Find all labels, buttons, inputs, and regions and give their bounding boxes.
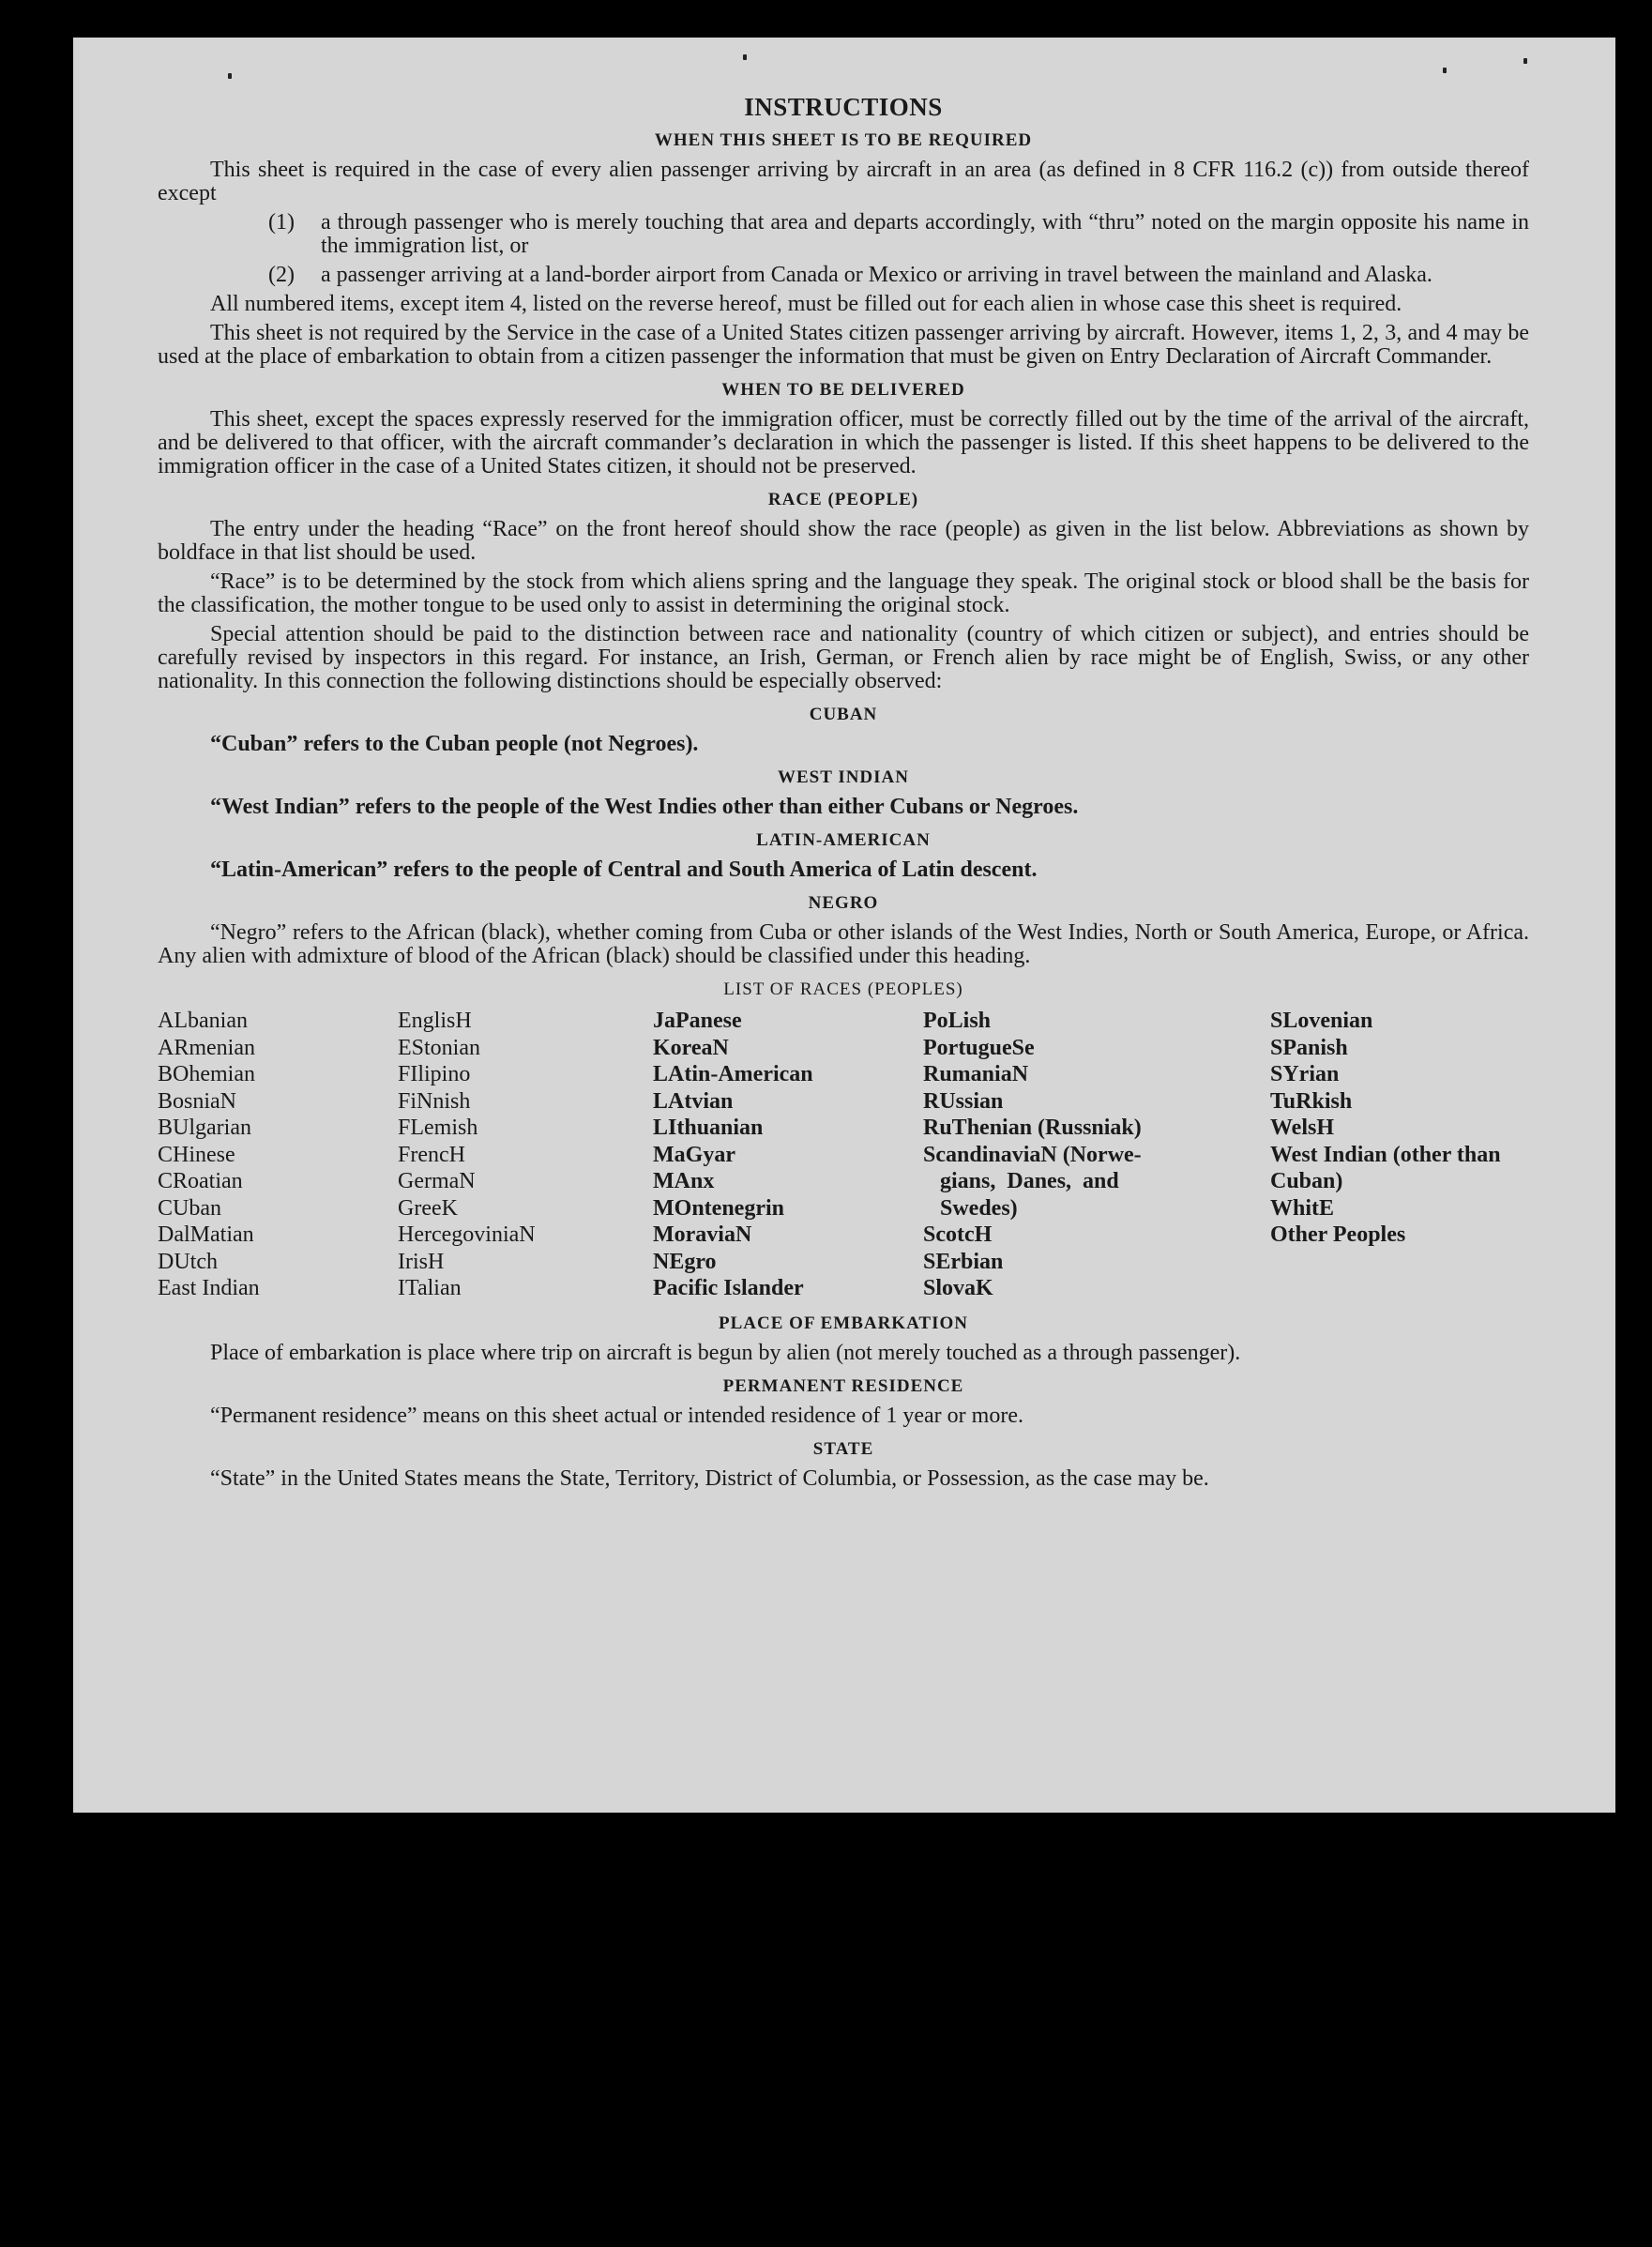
cuban-definition: “Cuban” refers to the Cuban people (not Negroes). xyxy=(210,732,699,756)
race-entry: JaPanese xyxy=(653,1009,742,1033)
heading-negro: NEGRO xyxy=(808,893,879,913)
race-entry: LIthuanian xyxy=(653,1116,764,1140)
exception-item-2 xyxy=(268,264,1529,287)
race-entry: CHinese xyxy=(158,1142,235,1167)
races-column-1 xyxy=(158,1008,398,1302)
heading-permanent-residence: PERMANENT RESIDENCE xyxy=(722,1375,964,1396)
scan-speck xyxy=(228,73,232,79)
race-entry: ALbanian xyxy=(158,1009,248,1033)
races-list xyxy=(158,1008,1529,1302)
race-entry: LAtvian xyxy=(653,1088,734,1114)
required-paragraph-2: All numbered items, except item 4, listed on the reverse hereof, must be filled out for each alien in whose case this sheet is required. xyxy=(210,292,1402,316)
race-entry: SYrian xyxy=(1270,1062,1340,1086)
race-entry: ITalian xyxy=(398,1276,462,1300)
race-entry: Swedes) xyxy=(923,1195,1018,1221)
race-entry: TuRkish xyxy=(1270,1088,1353,1114)
race-paragraph-2: “Race” is to be determined by the stock from which aliens spring and the language they speak. The original stock or blood shall be the basis for the classification, the mother tongue to be used only to assist in determining the original stock. xyxy=(158,569,1529,617)
race-entry: BUlgarian xyxy=(158,1116,251,1140)
race-entry: gians, Danes, and xyxy=(923,1169,1119,1193)
race-entry: RUssian xyxy=(923,1088,1004,1114)
heading-embarkation: PLACE OF EMBARKATION xyxy=(719,1313,968,1333)
heading-latin-american: LATIN-AMERICAN xyxy=(756,830,931,850)
race-entry: CUban xyxy=(158,1195,221,1221)
latin-american-definition: “Latin-American” refers to the people of Central and South America of Latin descent. xyxy=(210,858,1038,882)
race-entry: Other Peoples xyxy=(1270,1222,1406,1247)
race-entry: FrencH xyxy=(398,1142,465,1167)
race-entry: FiNnish xyxy=(398,1088,471,1114)
west-indian-definition: “West Indian” refers to the people of the West Indies other than either Cubans or Negroes. xyxy=(210,795,1079,819)
race-entry: DUtch xyxy=(158,1249,218,1274)
race-entry: KoreaN xyxy=(653,1035,729,1060)
heading-race: RACE (PEOPLE) xyxy=(767,490,919,509)
race-entry: HercegoviniaN xyxy=(398,1222,536,1247)
exception-text: a passenger arriving at a land-border airport from Canada or Mexico or arriving in travel between the mainland and Alaska. xyxy=(321,263,1432,287)
heading-cuban: CUBAN xyxy=(809,705,878,724)
races-column-4 xyxy=(923,1008,1270,1302)
required-paragraph-3: This sheet is not required by the Service in the case of a United States citizen passenger arriving by aircraft. However, items 1, 2, 3, and 4 may be used at the place of embarkation to obtain from a citizen passenger the information that must be given on Entry Declaration of Aircraft Commander. xyxy=(158,321,1529,369)
exception-text: a through passenger who is merely touching that area and departs accordingly, with “thru” noted on the margin opposite his name in the immigration list, or xyxy=(321,210,1529,258)
scan-speck xyxy=(1443,68,1447,73)
race-paragraph-3: Special attention should be paid to the distinction between race and nationality (country of which citizen or subject), and entries should be carefully revised by inspectors in this regard. For instance, an Irish, German, or French alien by race might be of English, Swiss, or any other nationality. In this connection the following distinctions should be especially observed: xyxy=(158,622,1529,693)
race-entry: MoraviaN xyxy=(653,1222,752,1247)
race-entry: WhitE xyxy=(1270,1195,1335,1221)
race-entry: MAnx xyxy=(653,1169,715,1193)
race-entry: RuThenian (Russniak) xyxy=(923,1116,1142,1140)
race-entry: FIlipino xyxy=(398,1062,471,1086)
delivered-paragraph: This sheet, except the spaces expressly reserved for the immigration officer, must be correctly filled out by the time of the arrival of the aircraft, and be delivered to that officer, with the aircraft commander’s declaration in which the passenger is listed. If this sheet happens to be delivered to the immigration officer in the case of a United States citizen, it should not be preserved. xyxy=(158,407,1529,478)
race-entry: LAtin-American xyxy=(653,1062,813,1086)
race-entry: EStonian xyxy=(398,1035,480,1060)
races-column-3 xyxy=(653,1008,923,1302)
embarkation-definition: Place of embarkation is place where trip on aircraft is begun by alien (not merely touched as a through passenger). xyxy=(210,1340,1241,1365)
race-entry: GermaN xyxy=(398,1169,476,1193)
heading-when-delivered: WHEN TO BE DELIVERED xyxy=(721,380,965,400)
heading-west-indian: WEST INDIAN xyxy=(778,767,909,787)
required-intro: This sheet is required in the case of every alien passenger arriving by aircraft in an area (as defined in 8 CFR 116.2 (c)) from outside thereof except xyxy=(158,158,1529,205)
race-entry: SlovaK xyxy=(923,1276,993,1300)
race-entry: East Indian xyxy=(158,1276,260,1300)
race-entry: BosniaN xyxy=(158,1088,236,1114)
race-entry: SPanish xyxy=(1270,1035,1348,1060)
residence-definition: “Permanent residence” means on this sheet actual or intended residence of 1 year or more. xyxy=(210,1403,1023,1428)
race-entry: CRoatian xyxy=(158,1169,243,1193)
race-entry: West Indian (other than Cuban) xyxy=(1270,1142,1501,1193)
race-entry: GreeK xyxy=(398,1195,458,1221)
race-entry: DalMatian xyxy=(158,1222,254,1247)
instruction-sheet xyxy=(73,38,1615,1813)
race-entry: FLemish xyxy=(398,1116,478,1140)
race-entry: RumaniaN xyxy=(923,1062,1029,1086)
race-entry: WelsH xyxy=(1270,1116,1335,1140)
race-entry: EnglisH xyxy=(398,1009,472,1033)
race-entry: ARmenian xyxy=(158,1035,255,1060)
heading-list-of-races: LIST OF RACES (PEOPLES) xyxy=(723,979,963,999)
race-entry: BOhemian xyxy=(158,1062,255,1086)
scan-speck xyxy=(743,54,747,60)
race-entry: Pacific Islander xyxy=(653,1276,804,1300)
races-column-2 xyxy=(398,1008,653,1302)
race-entry: IrisH xyxy=(398,1249,445,1274)
scan-speck xyxy=(1523,58,1527,64)
exception-number: (2) xyxy=(268,263,295,287)
state-definition: “State” in the United States means the State, Territory, District of Columbia, or Possession, as the case may be. xyxy=(210,1465,1209,1491)
races-column-5 xyxy=(1270,1008,1529,1302)
race-entry: NEgro xyxy=(653,1249,717,1274)
race-entry: MOntenegrin xyxy=(653,1195,784,1221)
page-title: INSTRUCTIONS xyxy=(744,93,943,121)
exception-item-1 xyxy=(268,211,1529,258)
exception-number: (1) xyxy=(268,210,295,235)
race-entry: ScotcH xyxy=(923,1222,993,1247)
race-entry: SErbian xyxy=(923,1249,1004,1274)
negro-definition: “Negro” refers to the African (black), whether coming from Cuba or other islands of the West Indies, North or South America, Europe, or Africa. Any alien with admixture of blood of the African (black) should be classified under this heading. xyxy=(158,920,1529,968)
race-entry: PoLish xyxy=(923,1009,992,1033)
race-paragraph-1: The entry under the heading “Race” on the front hereof should show the race (people) as given in the list below. Abbreviations as shown by boldface in that list should be used. xyxy=(158,517,1529,565)
race-entry: SLovenian xyxy=(1270,1009,1373,1033)
race-entry: MaGyar xyxy=(653,1142,735,1167)
race-entry: PortugueSe xyxy=(923,1035,1035,1060)
heading-when-required: WHEN THIS SHEET IS TO BE REQUIRED xyxy=(654,130,1033,150)
heading-state: STATE xyxy=(812,1438,874,1459)
race-entry: ScandinaviaN (Norwe- xyxy=(923,1142,1142,1167)
